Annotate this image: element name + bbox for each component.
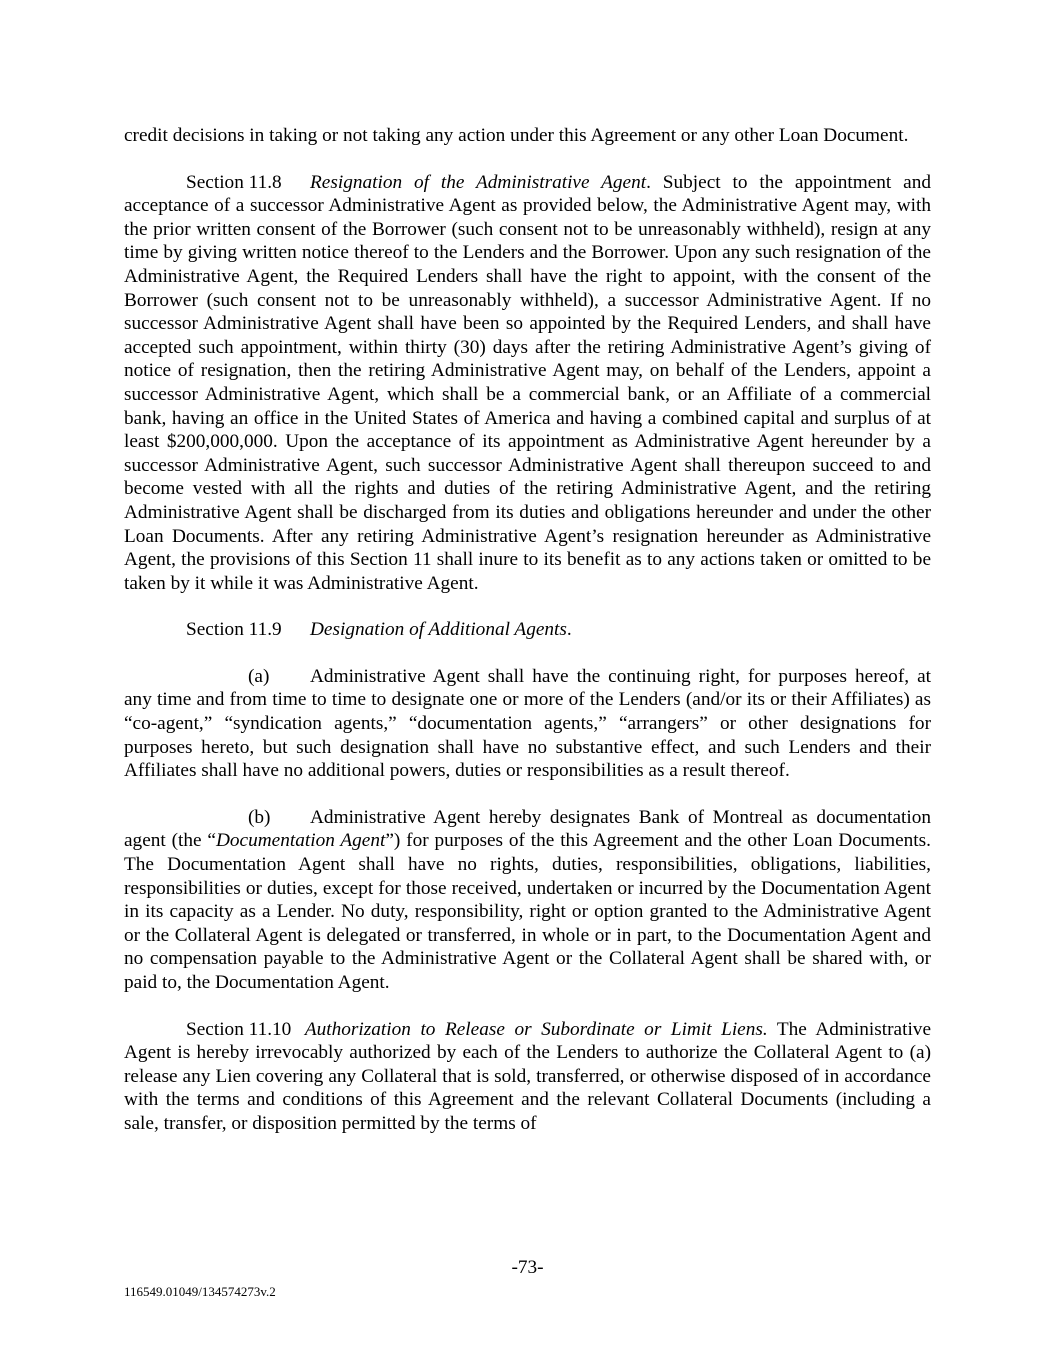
section-body: The Administrative Agent is hereby irrevocably authorized by each of the Lenders to authorize the Collateral Agent to (a) release any Lien covering any Collateral that is sold, transferred, or otherwise disposed of in accordance with the terms and conditions of this Agreement and the relevant Collateral Documents (including a sale, transfer, or disposition permitted by the terms of: [124, 1018, 931, 1134]
section-title: Designation of Additional Agents: [310, 619, 567, 641]
section-title: Authorization to Release or Subordinate or Limit Liens.: [304, 1018, 768, 1040]
section-number: Section 11.8: [186, 171, 282, 193]
section-body: Subject to the appointment and acceptance of a successor Administrative Agent as provided below, the Administrative Agent may, with the prior written consent of the Borrower (such consent not to be unreasonably withheld), resign at any time by giving written notice thereof to the Lenders and the Borrower. Upon any such resignation of the Administrative Agent, the Required Lenders shall have the right to appoint, with the consent of the Borrower (such consent not to be unreasonably withheld), a successor Administrative Agent. If no successor Administrative Agent shall have been so appointed by the Required Lenders, and shall have accepted such appointment, within thirty (30) days after the retiring Administrative Agent’s giving of notice of resignation, then the retiring Administrative Agent may, on behalf of the Lenders, appoint a successor Administrative Agent, which shall be a commercial bank, or an Affiliate of a commercial bank, having an office in the United States of America and having a combined capital and surplus of at least $200,000,000. Upon the acceptance of its appointment as Administrative Agent hereunder by a successor Administrative Agent, such successor Administrative Agent shall thereupon succeed to and become vested with all the rights and duties of the retiring Administrative Agent, and the retiring Administrative Agent shall be discharged from its duties and obligations hereunder and under the other Loan Documents. After any retiring Administrative Agent’s resignation hereunder as Administrative Agent, the provisions of this Section 11 shall inure to its benefit as to any actions taken or omitted to be taken by it while it was Administrative Agent.: [124, 171, 931, 594]
section-number: Section 11.10: [186, 1018, 292, 1040]
section-title: Resignation of the Administrative Agent: [310, 171, 647, 193]
document-id: 116549.01049/134574273v.2: [124, 1284, 276, 1299]
subparagraph-body-end: ”) for purposes of the this Agreement and the other Loan Documents. The Documentation Agent shall have no rights, duties, responsibilities, obligations, liabilities, responsibilities or duties, except for those received, undertaken or incurred by the Documentation Agent in its capacity as a Lender. No duty, responsibility, right or option granted to the Administrative Agent or the Collateral Agent is delegated or transferred, in whole or in part, to the Documentation Agent and no compensation payable to the Administrative Agent or the Collateral Agent shall be shared with, or paid to, the Documentation Agent.: [124, 830, 931, 993]
subparagraph-body: Administrative Agent shall have the continuing right, for purposes hereof, at any time and from time to time to designate one or more of the Lenders (and/or its or their Affiliates) as “co-agent,” “syndication agents,” “documentation agents,” “arrangers” or other designations for purposes hereto, but such designation shall have no substantive effect, and such Lenders and their Affiliates shall have no additional powers, duties or responsibilities as a result thereof.: [124, 665, 931, 782]
subparagraph-b: [124, 806, 931, 995]
section-11-8-paragraph: Section 11.8 Resignation of the Administrative Agent. Subject to the appointment and acceptance of a successor Administrative Agent as provided below, the Administrative Agent may, with the prior written consent of the Borrower (such consent not to be unreasonably withheld), resign at any time by giving written notice thereof to the Lenders and the Borrower. Upon any such resignation of the Administrative Agent, the Required Lenders shall have the right to appoint, with the consent of the Borrower (such consent not to be unreasonably withheld), a successor Administrative Agent. If no successor Administrative Agent shall have been so appointed by the Required Lenders, and shall have accepted such appointment, within thirty (30) days after the retiring Administrative Agent’s giving of notice of resignation, then the retiring Administrative Agent may, on behalf of the Lenders, appoint a successor Administrative Agent, which shall be a commercial bank, or an Affiliate of a commercial bank, having an office in the United States of America and having a combined capital and surplus of at least $200,000,000. Upon the acceptance of its appointment as Administrative Agent hereunder by a successor Administrative Agent, such successor Administrative Agent shall thereupon succeed to and become vested with all the rights and duties of the retiring Administrative Agent, and the retiring Administrative Agent shall be discharged from its duties and obligations hereunder and under the other Loan Documents. After any retiring Administrative Agent’s resignation hereunder as Administrative Agent, the provisions of this Section 11 shall inure to its benefit as to any actions taken or omitted to be taken by it while it was Administrative Agent.: [124, 171, 931, 594]
subparagraph-label: (a): [248, 665, 270, 687]
subparagraph-body-start: Administrative Agent hereby designates Bank of Montreal as documentation agent (the “: [124, 806, 931, 852]
continuation-paragraph: credit decisions in taking or not taking any action under this Agreement or any other Loan Document.: [124, 125, 909, 146]
section-11-10-paragraph: [124, 1018, 931, 1136]
document-body: [124, 124, 931, 1159]
section-number: Section 11.9: [186, 619, 282, 641]
page-number: -73-: [511, 1257, 544, 1278]
defined-term: Documentation Agent: [215, 830, 386, 852]
subparagraph-a: [124, 665, 931, 783]
subparagraph-label: (b): [248, 806, 271, 828]
section-11-9-heading: Section 11.9 Designation of Additional Agents.: [186, 619, 572, 641]
